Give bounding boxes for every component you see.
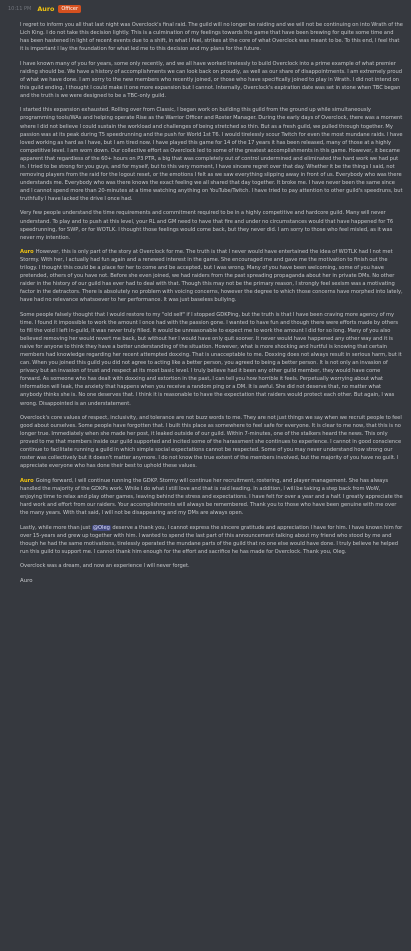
author-name-inline[interactable]: Auro [20, 249, 34, 256]
message-paragraph: Very few people understand the time requirements and commitment required to be in a highly competitive and hardcore guild. Many will never understand. To play and to push at this level, your RL and GM need to have that fire and under no circumstances would that have happened for T6 speedrunning, for SWP, or for WOTLK. I thought those feelings would come back, but they never did. I am sorry to those who feel misled, as it was never my intention. [20, 210, 394, 241]
message-timestamp: 10:11 PM [8, 6, 32, 12]
message-text: deserve a thank you, I cannot express the sincere gratitude and appreciation I have for him. I have known him for over 15-years and grew up together with him. I wanted to spend the last part of this announcement talking about my friend who stood by me and though he had the same motivations, tirelessly operated the mundane parts of the guild that no one else would have done. I truly believe he helped run this guild to support me. I cannot thank him enough for the effort and sacrifice he has made for Overclock. Thank you, Oleg. [20, 524, 403, 555]
message-paragraph: Some people falsely thought that I would restore to my "old self" if I stopped GDKPing, but the truth is that I have been craving more agency of my time. I found it impossible to work the amount I once had with the passion gone. I wanted to have fun and though there were efforts made by others to fill the void I left in-guild, it was never truly filled. It would be unreasonable to expect me to work the amount I did for so long. Many of you also believed removing her would revert me back, but without her I would have only quit sooner. It never would have happened any other way and it is naive for anyone to think they have a better understanding of the situation. However, what is more shocking and hurtful is knowing that certain members had knowledge regarding her recent attempted doxxing. That is unacceptable to me. Doxxing does not always result in serious harm, but it can. When you joined this guild you did not agree to acting like a better person, you agreed to being a better person. It is not only an invasion of privacy but an invasion of trust and respect at its most basic level. I truly believe had it been any other guild member, they would have come forward. As someone who has dealt with doxxing and extortion in the past, I can tell you how horrible it feels. Perpetually worrying about what information will leak, the anxiety that happens when you receive a random ping or a DM. It is awful. She did not deserve that, no matter what anybody thinks she is. No one deserves that. I think it is reasonable to have the expectation that raiders would protect each other. But again, I was wrong. Disappointed is an understatement. [20, 312, 402, 407]
message-paragraph: Overclock was a dream, and now an experience I will never forget. [20, 563, 190, 570]
message-paragraph: I started this expansion exhausted. Rolling over from Classic, I began work on building this guild from the ground up while simultaneously programming tools/WAs and helping operate Rise as the Warrior Officer and Roster Manager. During the early days of Overclock, there was a moment where I did not believe I could sustain the workload and challenges of being stretched so thin. But as a fresh guild, we pulled through together. My passion was at its peak during T5 speedrunning and the push for World 1st T6. I would tirelessly scour Twitch for even the most mundane raids. I have loved working as hard as I have, but I am tired now. I have played this game for 14 of the 17 years it has been released, many of those at a highly competitive level. I am worn down. Our collective effort as Overclock led to some of the greatest accomplishments in this game. However, it became apparent that regardless of the 60+ hours on P3 PTR, a big that was completely out of control undermined and eliminated the hard work we had put in. I tried to be strong for you guys, and for myself, but to this very moment, I have sincere regret over that day. Whether it be the things I said, not removing players from the raid for the logout reset, or the emotions I felt as we saw everything slipping away in front of us. Everybody who was there understands me. Everybody who was there knows the exact feeling we all shared that day together. It broke me. I have never been the same since and I cannot spend more than 20-minutes at a time watching anything on YouTube/Twitch. I have tried to pay attention to other guild's speedruns, but truthfully I have lacked the drive I once had. [20, 107, 403, 202]
message-header [8, 3, 403, 15]
role-badge: Officer [58, 5, 81, 13]
message-paragraph-continued [20, 477, 403, 517]
author-name[interactable]: Auro [37, 5, 55, 13]
message-paragraph [20, 524, 403, 556]
message-text: Going forward, I will continue running the GDKP. Stormy will continue her recruitment, rostering, and player management. She has always handled the majority of the GDKPs work. While I do what I still love and that is raid leading. In addition, I will be taking a step back from WoW, enjoying time to relax and play other games, leaving behind the stress and expectations. I have felt for over a year and a half. I greatly appreciate the hard work and effort from our raiders. Your accomplishments will always be remembered. Thank you to those who have been genuine with me over the many years. With that said, I will not be disappearing and my DMs are always open. [20, 477, 403, 517]
message-text: However, this is only part of the story at Overclock for me. The truth is that I never would have entertained the idea of WOTLK had I not met Stormy. With her, I actually had fun again and a renewed interest in the game. She encouraged me and gave me the motivation to finish out the trilogy. I thought this could be a place for her to come and be accepted, but I was wrong. Many of you have been welcoming, some of you have pretended, others of you have not. Before she even joined, we had raiders from the past spreading propaganda about her in private DMs. No other raider in the history of our guild has ever had to deal with that. Though this may not be the primary reason, I strongly feel sexism was a motivating factor in the detractors. There is absolutely no problem with voicing concerns, however the degree to which those concerns have morphed into lately, have had no relevance whatsoever to her performance. It was just baseless bullying. [20, 249, 403, 304]
signature: Auro [20, 577, 33, 584]
author-name-inline[interactable]: Auro [20, 477, 34, 484]
message-paragraph: Overclock's core values of respect, inclusivity, and tolerance are not buzz words to me. They are not just things we say when we recruit people to feel good about ourselves. Some people have forgotten that. I built this place as somewhere to feel safe for everyone. It is clear to me now, that this is no longer true. Immediately when she made her post, it leaked outside of our guild. Within 7-minutes, one of the stalkers heard the news. This only proved to me that members inside our guild supported and incited some of the harassment she continues to experience. I cannot in good conscience continue to facilitate running a guild in which simple social expectations cannot be respected. Some of you may never understand how strong our roster was collectively but it doesn't matter anymore. I do not know the true extent of the members involved, but the majority of you have no guilt. I appreciate everyone who has done their best to uphold these values. [20, 415, 402, 470]
message-paragraph-continued [20, 248, 403, 304]
message-paragraph: I regret to inform you all that last night was Overclock's final raid. The guild will no longer be raiding and we will not be continuing on into Wrath of the Lich King. I do not take this decision lightly. This is a culmination of my feelings towards the game that have been brewing for quite some time and has been hastened in light of recent events due to a shift, in what I feel, strikes at the core of what Overclock was meant to be. To this end, I feel that it is important I lay the foundation for what led me to this decision and my plans for the future. [20, 22, 403, 53]
message-content [8, 21, 403, 585]
message-text: Lastly, while more than just [20, 524, 91, 531]
message-paragraph: I have known many of you for years, some only recently, and we all have worked tirelessly to build Overclock into a prime example of what premier raiding should be. We have a history of accomplishments we can look back on proudly, as well as our share of disappointments. I am extremely proud of what we have done. I am sorry to the new members who recently joined, or those who have specifically joined to play in Wrath. I did not intend on this guild ending, I thought I could make it one more expansion but I cannot. Internally, Overclock's expiration date was set in stone when TBC began and the truth is we were designed to be a TBC-only guild. [20, 60, 403, 99]
user-mention[interactable]: @Oleg [92, 524, 110, 531]
